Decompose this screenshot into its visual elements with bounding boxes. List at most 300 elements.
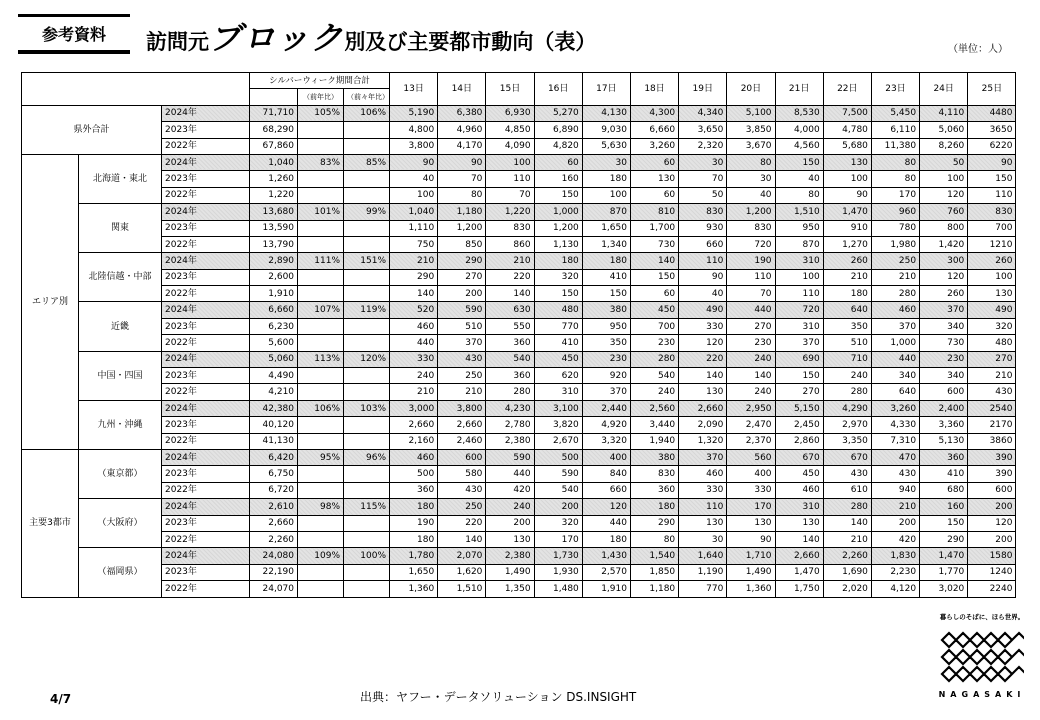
yoy2-cell: 100% (344, 548, 390, 564)
day-value-cell: 110 (679, 253, 727, 269)
day-value-cell: 490 (679, 302, 727, 318)
day-value-cell: 610 (823, 482, 871, 498)
day-value-cell: 780 (871, 220, 919, 236)
day-value-cell: 390 (968, 449, 1016, 465)
day-value-cell: 290 (390, 269, 438, 285)
day-value-cell: 230 (727, 335, 775, 351)
yoy-cell (298, 368, 344, 384)
day-value-cell: 1,910 (582, 581, 630, 597)
day-value-cell: 1,320 (679, 433, 727, 449)
day-value-cell: 220 (438, 515, 486, 531)
day-value-cell: 3,000 (390, 400, 438, 416)
day-value-cell: 130 (727, 515, 775, 531)
header-row (22, 73, 1016, 89)
day-value-cell: 3,670 (727, 138, 775, 154)
day-value-cell: 280 (871, 286, 919, 302)
day-value-cell: 180 (534, 253, 582, 269)
day-value-cell: 280 (823, 384, 871, 400)
day-value-cell: 4,110 (920, 105, 968, 121)
day-value-cell: 1,710 (727, 548, 775, 564)
day-value-cell: 2,660 (390, 417, 438, 433)
day-value-cell: 340 (920, 368, 968, 384)
day-value-cell: 1,180 (630, 581, 678, 597)
day-value-cell: 690 (775, 351, 823, 367)
table-row (22, 466, 1016, 482)
day-value-cell: 60 (534, 154, 582, 170)
subgroup-label: 近畿 (79, 302, 162, 351)
yoy-cell (298, 335, 344, 351)
day-value-cell: 2,090 (679, 417, 727, 433)
total-cell: 1,910 (250, 286, 298, 302)
day-value-cell: 290 (920, 531, 968, 547)
day-value-cell: 770 (534, 318, 582, 334)
day-value-cell: 250 (871, 253, 919, 269)
day-value-cell: 1,930 (534, 564, 582, 580)
day-value-cell: 670 (823, 449, 871, 465)
day-value-cell: 4,300 (630, 105, 678, 121)
day-value-cell: 3,650 (679, 122, 727, 138)
table-row (22, 433, 1016, 449)
day-value-cell: 1,360 (390, 581, 438, 597)
day-value-cell: 130 (679, 384, 727, 400)
subgroup-label: 中国・四国 (79, 351, 162, 400)
table-row (22, 204, 1016, 220)
day-value-cell: 2,570 (582, 564, 630, 580)
total-cell: 6,420 (250, 449, 298, 465)
year-cell: 2023年 (162, 466, 250, 482)
year-cell: 2023年 (162, 269, 250, 285)
table-row (22, 417, 1016, 433)
day-value-cell: 600 (920, 384, 968, 400)
day-value-cell: 230 (630, 335, 678, 351)
day-value-cell: 490 (968, 302, 1016, 318)
year-cell: 2024年 (162, 253, 250, 269)
day-value-cell: 6,110 (871, 122, 919, 138)
day-value-cell: 590 (438, 302, 486, 318)
yoy-cell (298, 384, 344, 400)
table-row (22, 154, 1016, 170)
day-value-cell: 340 (920, 318, 968, 334)
day-value-cell: 430 (871, 466, 919, 482)
yoy2-cell: 85% (344, 154, 390, 170)
yoy2-cell (344, 318, 390, 334)
day-value-cell: 2,470 (727, 417, 775, 433)
day-value-cell: 2240 (968, 581, 1016, 597)
day-value-cell: 370 (775, 335, 823, 351)
total-cell: 13,680 (250, 204, 298, 220)
day-value-cell: 90 (390, 154, 438, 170)
day-value-cell: 140 (775, 531, 823, 547)
day-value-cell: 700 (968, 220, 1016, 236)
year-cell: 2022年 (162, 286, 250, 302)
day-value-cell: 1,540 (630, 548, 678, 564)
day-value-cell: 720 (775, 302, 823, 318)
day-value-cell: 240 (630, 384, 678, 400)
day-value-cell: 1,470 (823, 204, 871, 220)
day-value-cell: 270 (968, 351, 1016, 367)
day-value-cell: 3650 (968, 122, 1016, 138)
yoy2-cell (344, 384, 390, 400)
day-value-cell: 210 (390, 253, 438, 269)
day-value-cell: 280 (630, 351, 678, 367)
total-cell: 13,790 (250, 236, 298, 252)
year-cell: 2023年 (162, 368, 250, 384)
header-day: 15日 (486, 73, 534, 106)
day-value-cell: 1,180 (438, 204, 486, 220)
day-value-cell: 230 (920, 351, 968, 367)
day-value-cell: 360 (920, 449, 968, 465)
day-value-cell: 350 (823, 318, 871, 334)
day-value-cell: 4,780 (823, 122, 871, 138)
day-value-cell: 1,490 (486, 564, 534, 580)
day-value-cell: 1,000 (871, 335, 919, 351)
total-cell: 1,220 (250, 187, 298, 203)
day-value-cell: 1,110 (390, 220, 438, 236)
day-value-cell: 70 (486, 187, 534, 203)
yoy2-cell (344, 564, 390, 580)
day-value-cell: 380 (582, 302, 630, 318)
day-value-cell: 200 (968, 499, 1016, 515)
year-cell: 2022年 (162, 482, 250, 498)
day-value-cell: 4,820 (534, 138, 582, 154)
day-value-cell: 50 (920, 154, 968, 170)
header-day: 17日 (582, 73, 630, 106)
day-value-cell: 630 (486, 302, 534, 318)
group-label: 主要3都市 (22, 449, 79, 597)
yoy2-cell (344, 482, 390, 498)
day-value-cell: 4,290 (823, 400, 871, 416)
yoy2-cell (344, 531, 390, 547)
day-value-cell: 1,360 (727, 581, 775, 597)
day-value-cell: 150 (582, 286, 630, 302)
day-value-cell: 70 (727, 286, 775, 302)
year-cell: 2023年 (162, 417, 250, 433)
day-value-cell: 11,380 (871, 138, 919, 154)
table-row (22, 236, 1016, 252)
yoy-cell (298, 531, 344, 547)
year-cell: 2022年 (162, 581, 250, 597)
day-value-cell: 2,440 (582, 400, 630, 416)
day-value-cell: 500 (534, 449, 582, 465)
day-value-cell: 270 (775, 384, 823, 400)
yoy2-cell (344, 581, 390, 597)
yoy2-cell (344, 269, 390, 285)
table-row (22, 548, 1016, 564)
day-value-cell: 330 (727, 482, 775, 498)
day-value-cell: 5,680 (823, 138, 871, 154)
logo-mark-icon (940, 628, 1024, 686)
total-cell: 68,290 (250, 122, 298, 138)
day-value-cell: 210 (486, 253, 534, 269)
day-value-cell: 2,860 (775, 433, 823, 449)
day-value-cell: 40 (679, 286, 727, 302)
total-cell: 4,490 (250, 368, 298, 384)
day-value-cell: 1,850 (630, 564, 678, 580)
day-value-cell: 170 (727, 499, 775, 515)
day-value-cell: 460 (390, 449, 438, 465)
day-value-cell: 430 (438, 351, 486, 367)
day-value-cell: 2,970 (823, 417, 871, 433)
yoy-cell: 107% (298, 302, 344, 318)
yoy2-cell (344, 368, 390, 384)
yoy-cell: 111% (298, 253, 344, 269)
day-value-cell: 390 (968, 466, 1016, 482)
day-value-cell: 1,200 (438, 220, 486, 236)
day-value-cell: 4,330 (871, 417, 919, 433)
header-empty-cell (250, 89, 298, 105)
day-value-cell: 250 (438, 499, 486, 515)
day-value-cell: 110 (727, 269, 775, 285)
day-value-cell: 6,660 (630, 122, 678, 138)
day-value-cell: 100 (582, 187, 630, 203)
day-value-cell: 480 (968, 335, 1016, 351)
total-cell: 5,600 (250, 335, 298, 351)
day-value-cell: 320 (534, 269, 582, 285)
table-row (22, 171, 1016, 187)
day-value-cell: 540 (486, 351, 534, 367)
total-cell: 67,860 (250, 138, 298, 154)
day-value-cell: 440 (390, 335, 438, 351)
day-value-cell: 80 (775, 187, 823, 203)
year-cell: 2022年 (162, 236, 250, 252)
day-value-cell: 200 (534, 499, 582, 515)
day-value-cell: 240 (390, 368, 438, 384)
logo-name: NAGASAKI (938, 690, 1026, 699)
day-value-cell: 730 (630, 236, 678, 252)
day-value-cell: 3,850 (727, 122, 775, 138)
total-cell: 2,260 (250, 531, 298, 547)
day-value-cell: 3,440 (630, 417, 678, 433)
table-row (22, 351, 1016, 367)
day-value-cell: 3,020 (920, 581, 968, 597)
day-value-cell: 830 (486, 220, 534, 236)
day-value-cell: 830 (630, 466, 678, 482)
day-value-cell: 2,660 (775, 548, 823, 564)
visitor-table (21, 72, 1016, 598)
day-value-cell: 4,130 (582, 105, 630, 121)
day-value-cell: 1,350 (486, 581, 534, 597)
day-value-cell: 5,100 (727, 105, 775, 121)
day-value-cell: 540 (630, 368, 678, 384)
day-value-cell: 2,230 (871, 564, 919, 580)
day-value-cell: 6,380 (438, 105, 486, 121)
yoy2-cell: 151% (344, 253, 390, 269)
day-value-cell: 3,800 (390, 138, 438, 154)
year-cell: 2024年 (162, 400, 250, 416)
day-value-cell: 870 (582, 204, 630, 220)
day-value-cell: 80 (727, 154, 775, 170)
day-value-cell: 370 (582, 384, 630, 400)
year-cell: 2022年 (162, 138, 250, 154)
day-value-cell: 40 (390, 171, 438, 187)
day-value-cell: 450 (775, 466, 823, 482)
yoy2-cell (344, 138, 390, 154)
day-value-cell: 5,270 (534, 105, 582, 121)
day-value-cell: 270 (438, 269, 486, 285)
yoy-cell (298, 433, 344, 449)
day-value-cell: 330 (679, 318, 727, 334)
day-value-cell: 1,130 (534, 236, 582, 252)
day-value-cell: 7,310 (871, 433, 919, 449)
day-value-cell: 420 (486, 482, 534, 498)
table-row (22, 400, 1016, 416)
day-value-cell: 80 (630, 531, 678, 547)
day-value-cell: 310 (775, 499, 823, 515)
year-cell: 2023年 (162, 220, 250, 236)
header-blank-cell (22, 73, 250, 106)
day-value-cell: 190 (727, 253, 775, 269)
year-cell: 2022年 (162, 384, 250, 400)
day-value-cell: 430 (438, 482, 486, 498)
day-value-cell: 470 (871, 449, 919, 465)
day-value-cell: 600 (438, 449, 486, 465)
day-value-cell: 6,930 (486, 105, 534, 121)
day-value-cell: 960 (871, 204, 919, 220)
day-value-cell: 460 (679, 466, 727, 482)
day-value-cell: 460 (390, 318, 438, 334)
day-value-cell: 670 (775, 449, 823, 465)
day-value-cell: 660 (679, 236, 727, 252)
day-value-cell: 4,090 (486, 138, 534, 154)
day-value-cell: 120 (968, 515, 1016, 531)
subgroup-label: （福岡県） (79, 548, 162, 597)
page-number: 4/7 (50, 692, 72, 706)
day-value-cell: 120 (679, 335, 727, 351)
day-value-cell: 170 (871, 187, 919, 203)
table-row (22, 253, 1016, 269)
header-day: 21日 (775, 73, 823, 106)
day-value-cell: 1,420 (920, 236, 968, 252)
day-value-cell: 180 (582, 253, 630, 269)
day-value-cell: 280 (823, 499, 871, 515)
day-value-cell: 210 (438, 384, 486, 400)
day-value-cell: 4,960 (438, 122, 486, 138)
yoy2-cell (344, 417, 390, 433)
day-value-cell: 240 (823, 368, 871, 384)
yoy2-cell: 103% (344, 400, 390, 416)
total-cell: 2,610 (250, 499, 298, 515)
day-value-cell: 730 (920, 335, 968, 351)
total-cell: 4,210 (250, 384, 298, 400)
day-value-cell: 1,940 (630, 433, 678, 449)
day-value-cell: 640 (823, 302, 871, 318)
yoy-cell (298, 269, 344, 285)
day-value-cell: 180 (630, 499, 678, 515)
day-value-cell: 150 (534, 286, 582, 302)
day-value-cell: 1,770 (920, 564, 968, 580)
year-cell: 2023年 (162, 171, 250, 187)
day-value-cell: 5,060 (920, 122, 968, 138)
unit-note: （単位：人） (948, 44, 1008, 55)
header-day: 13日 (390, 73, 438, 106)
day-value-cell: 130 (679, 515, 727, 531)
day-value-cell: 1,980 (871, 236, 919, 252)
day-value-cell: 130 (775, 515, 823, 531)
total-cell: 41,130 (250, 433, 298, 449)
day-value-cell: 2,780 (486, 417, 534, 433)
day-value-cell: 930 (679, 220, 727, 236)
day-value-cell: 5,150 (775, 400, 823, 416)
day-value-cell: 440 (727, 302, 775, 318)
yoy-cell (298, 564, 344, 580)
day-value-cell: 90 (823, 187, 871, 203)
yoy2-cell (344, 122, 390, 138)
day-value-cell: 2,950 (727, 400, 775, 416)
subgroup-label: 北陸信越・中部 (79, 253, 162, 302)
year-cell: 2022年 (162, 531, 250, 547)
day-value-cell: 770 (679, 581, 727, 597)
header-day: 25日 (968, 73, 1016, 106)
logo-slogan: 暮らしのそばに、ほら世界。 (939, 613, 1025, 621)
day-value-cell: 1240 (968, 564, 1016, 580)
yoy-cell (298, 138, 344, 154)
day-value-cell: 30 (727, 171, 775, 187)
day-value-cell: 4,120 (871, 581, 919, 597)
day-value-cell: 160 (920, 499, 968, 515)
day-value-cell: 130 (823, 154, 871, 170)
day-value-cell: 1,430 (582, 548, 630, 564)
day-value-cell: 60 (630, 286, 678, 302)
yoy2-cell: 119% (344, 302, 390, 318)
day-value-cell: 430 (823, 466, 871, 482)
day-value-cell: 400 (582, 449, 630, 465)
yoy2-cell: 99% (344, 204, 390, 220)
day-value-cell: 110 (968, 187, 1016, 203)
day-value-cell: 140 (390, 286, 438, 302)
day-value-cell: 2,070 (438, 548, 486, 564)
reference-badge: 参考資料 (41, 24, 106, 44)
subgroup-label: 九州・沖縄 (79, 400, 162, 449)
day-value-cell: 1,480 (534, 581, 582, 597)
day-value-cell: 8,260 (920, 138, 968, 154)
badge-rule-bottom (18, 50, 130, 54)
day-value-cell: 180 (582, 171, 630, 187)
table-row (22, 318, 1016, 334)
day-value-cell: 250 (438, 368, 486, 384)
day-value-cell: 380 (630, 449, 678, 465)
day-value-cell: 110 (775, 286, 823, 302)
subgroup-label: 関東 (79, 204, 162, 253)
day-value-cell: 260 (823, 253, 871, 269)
day-value-cell: 200 (438, 286, 486, 302)
yoy-cell: 101% (298, 204, 344, 220)
day-value-cell: 590 (534, 466, 582, 482)
yoy2-cell (344, 236, 390, 252)
year-cell: 2024年 (162, 499, 250, 515)
title-part-3: 別及び主要都市動向（表） (344, 30, 597, 54)
day-value-cell: 4,170 (438, 138, 486, 154)
day-value-cell: 500 (390, 466, 438, 482)
year-cell: 2022年 (162, 335, 250, 351)
day-value-cell: 140 (727, 368, 775, 384)
day-value-cell: 590 (486, 449, 534, 465)
day-value-cell: 310 (775, 253, 823, 269)
year-cell: 2024年 (162, 302, 250, 318)
day-value-cell: 1,640 (679, 548, 727, 564)
table-row (22, 138, 1016, 154)
day-value-cell: 550 (486, 318, 534, 334)
day-value-cell: 440 (486, 466, 534, 482)
day-value-cell: 840 (582, 466, 630, 482)
total-cell: 13,590 (250, 220, 298, 236)
yoy-cell (298, 482, 344, 498)
yoy2-cell (344, 466, 390, 482)
day-value-cell: 150 (920, 515, 968, 531)
day-value-cell: 2,460 (438, 433, 486, 449)
day-value-cell: 220 (486, 269, 534, 285)
day-value-cell: 370 (438, 335, 486, 351)
total-cell: 71,710 (250, 105, 298, 121)
